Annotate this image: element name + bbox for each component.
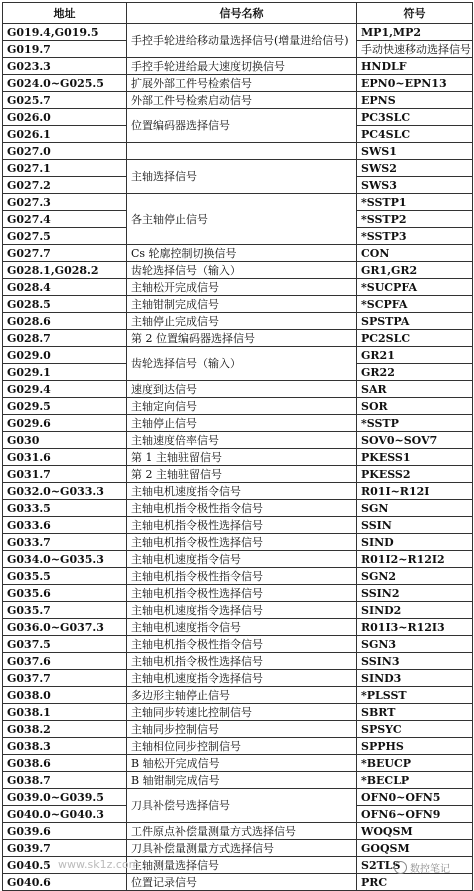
table-row — [3, 109, 473, 126]
symbol-cell: *PLSST — [357, 687, 473, 704]
table-row — [3, 772, 473, 789]
address-cell: G039.0~G039.5 — [3, 789, 127, 806]
symbol-cell: EPNS — [357, 92, 473, 109]
table-row — [3, 517, 473, 534]
symbol-cell: *SSTP — [357, 415, 473, 432]
signal-name-cell: 刀具补偿号选择信号 — [127, 789, 357, 823]
table-row — [3, 840, 473, 857]
symbol-cell: SIND2 — [357, 602, 473, 619]
signal-name-cell: 第 2 主轴驻留信号 — [127, 466, 357, 483]
table-row — [3, 636, 473, 653]
symbol-cell: SSIN2 — [357, 585, 473, 602]
table-row — [3, 704, 473, 721]
signal-table — [2, 2, 473, 891]
symbol-cell: SSIN3 — [357, 653, 473, 670]
symbol-cell: SBRT — [357, 704, 473, 721]
symbol-cell: SWS2 — [357, 160, 473, 177]
table-row — [3, 789, 473, 806]
address-cell: G037.7 — [3, 670, 127, 687]
signal-name-cell: 位置编码器选择信号 — [127, 109, 357, 143]
signal-name-cell: 主轴电机指令极性选择信号 — [127, 517, 357, 534]
table-row — [3, 670, 473, 687]
address-cell: G031.6 — [3, 449, 127, 466]
address-cell: G031.7 — [3, 466, 127, 483]
table-row — [3, 721, 473, 738]
signal-name-cell: 主轴电机指令极性选择信号 — [127, 534, 357, 551]
signal-name-cell: 位置记录信号 — [127, 874, 357, 891]
table-row — [3, 738, 473, 755]
address-cell: G028.5 — [3, 296, 127, 313]
address-cell: G028.6 — [3, 313, 127, 330]
symbol-cell: R01I3~R12I3 — [357, 619, 473, 636]
symbol-cell: SPPHS — [357, 738, 473, 755]
symbol-cell: SPSTPA — [357, 313, 473, 330]
signal-name-cell: 主轴测量选择信号 — [127, 857, 357, 874]
symbol-cell: GR22 — [357, 364, 473, 381]
signal-name-cell: B 轴钳制完成信号 — [127, 772, 357, 789]
header-address: 地址 — [3, 3, 127, 24]
address-cell: G040.0~G040.3 — [3, 806, 127, 823]
table-row — [3, 449, 473, 466]
address-cell: G026.0 — [3, 109, 127, 126]
table-body — [3, 24, 473, 891]
address-cell: G030 — [3, 432, 127, 449]
signal-name-cell: 主轴电机速度指令选择信号 — [127, 602, 357, 619]
symbol-cell: SAR — [357, 381, 473, 398]
table-row — [3, 75, 473, 92]
header-symbol: 符号 — [357, 3, 473, 24]
symbol-cell: SGN — [357, 500, 473, 517]
symbol-cell: CON — [357, 245, 473, 262]
signal-name-cell: 多边形主轴停止信号 — [127, 687, 357, 704]
signal-name-cell: 外部工件号检索启动信号 — [127, 92, 357, 109]
symbol-cell: SIND3 — [357, 670, 473, 687]
symbol-cell: *BEUCP — [357, 755, 473, 772]
address-cell: G029.6 — [3, 415, 127, 432]
address-cell: G038.1 — [3, 704, 127, 721]
symbol-cell: SPSYC — [357, 721, 473, 738]
signal-name-cell: 主轴钳制完成信号 — [127, 296, 357, 313]
table-row — [3, 483, 473, 500]
address-cell: G032.0~G033.3 — [3, 483, 127, 500]
table-row — [3, 143, 473, 160]
address-cell: G038.0 — [3, 687, 127, 704]
signal-name-cell: 主轴松开完成信号 — [127, 279, 357, 296]
symbol-cell: OFN0~OFN5 — [357, 789, 473, 806]
signal-name-cell: 主轴速度倍率信号 — [127, 432, 357, 449]
table-row — [3, 194, 473, 211]
address-cell: G029.5 — [3, 398, 127, 415]
address-cell: G038.7 — [3, 772, 127, 789]
symbol-cell: PRC — [357, 874, 473, 891]
symbol-cell: GR21 — [357, 347, 473, 364]
signal-name-cell: 主轴电机速度指令选择信号 — [127, 670, 357, 687]
symbol-cell: *SSTP2 — [357, 211, 473, 228]
table-row — [3, 296, 473, 313]
table-row — [3, 160, 473, 177]
address-cell: G027.1 — [3, 160, 127, 177]
address-cell: G035.7 — [3, 602, 127, 619]
signal-name-cell: 扩展外部工件号检索信号 — [127, 75, 357, 92]
table-row — [3, 347, 473, 364]
symbol-cell: SSIN — [357, 517, 473, 534]
signal-name-cell: 主轴同步控制信号 — [127, 721, 357, 738]
address-cell: G038.3 — [3, 738, 127, 755]
symbol-cell: SOV0~SOV7 — [357, 432, 473, 449]
symbol-cell: SWS1 — [357, 143, 473, 160]
table-row — [3, 398, 473, 415]
address-cell: G036.0~G037.3 — [3, 619, 127, 636]
address-cell: G024.0~G025.5 — [3, 75, 127, 92]
signal-name-cell: 主轴电机指令极性指令信号 — [127, 568, 357, 585]
address-cell: G035.5 — [3, 568, 127, 585]
symbol-cell: HNDLF — [357, 58, 473, 75]
table-row — [3, 755, 473, 772]
address-cell: G019.7 — [3, 41, 127, 58]
address-cell: G028.4 — [3, 279, 127, 296]
signal-name-cell: 主轴电机指令极性指令信号 — [127, 636, 357, 653]
symbol-cell: GR1,GR2 — [357, 262, 473, 279]
table-header-row — [3, 3, 473, 24]
symbol-cell: *SSTP3 — [357, 228, 473, 245]
symbol-cell: SIND — [357, 534, 473, 551]
signal-name-cell: 主轴电机速度指令信号 — [127, 619, 357, 636]
table-row — [3, 58, 473, 75]
table-row — [3, 568, 473, 585]
address-cell: G040.5 — [3, 857, 127, 874]
signal-name-cell: 主轴定向信号 — [127, 398, 357, 415]
symbol-cell: PKESS1 — [357, 449, 473, 466]
symbol-cell: PC3SLC — [357, 109, 473, 126]
signal-name-cell: 刀具补偿量测量方式选择信号 — [127, 840, 357, 857]
signal-name-cell: 主轴选择信号 — [127, 160, 357, 194]
signal-name-cell: Cs 轮廓控制切换信号 — [127, 245, 357, 262]
address-cell: G028.1,G028.2 — [3, 262, 127, 279]
symbol-cell: MP1,MP2 — [357, 24, 473, 41]
table-row — [3, 330, 473, 347]
signal-name-cell: 主轴电机指令极性指令信号 — [127, 500, 357, 517]
symbol-cell: *SUCPFA — [357, 279, 473, 296]
symbol-cell: *SCPFA — [357, 296, 473, 313]
symbol-cell: S2TLS — [357, 857, 473, 874]
signal-name-cell: 主轴同步转速比控制信号 — [127, 704, 357, 721]
signal-name-cell: 主轴相位同步控制信号 — [127, 738, 357, 755]
symbol-cell: R01I2~R12I2 — [357, 551, 473, 568]
table-row — [3, 823, 473, 840]
table-row — [3, 687, 473, 704]
address-cell: G033.6 — [3, 517, 127, 534]
signal-name-cell: 主轴停止完成信号 — [127, 313, 357, 330]
address-cell: G027.5 — [3, 228, 127, 245]
signal-name-cell: 工件原点补偿量测量方式选择信号 — [127, 823, 357, 840]
table-row — [3, 92, 473, 109]
symbol-cell: SWS3 — [357, 177, 473, 194]
watermark-text: www.sk1z.com — [58, 858, 140, 871]
address-cell: G037.6 — [3, 653, 127, 670]
address-cell: G029.0 — [3, 347, 127, 364]
signal-name-cell: 主轴电机速度指令信号 — [127, 551, 357, 568]
address-cell: G023.3 — [3, 58, 127, 75]
address-cell: G039.7 — [3, 840, 127, 857]
symbol-cell: SGN3 — [357, 636, 473, 653]
address-cell: G033.5 — [3, 500, 127, 517]
address-cell: G035.6 — [3, 585, 127, 602]
table-row — [3, 245, 473, 262]
signal-name-cell: 主轴停止信号 — [127, 415, 357, 432]
table-row — [3, 653, 473, 670]
address-cell: G029.4 — [3, 381, 127, 398]
signal-name-cell: 第 1 主轴驻留信号 — [127, 449, 357, 466]
address-cell: G028.7 — [3, 330, 127, 347]
table-row — [3, 874, 473, 891]
table-row — [3, 500, 473, 517]
table-row — [3, 279, 473, 296]
table-row — [3, 619, 473, 636]
address-cell: G027.2 — [3, 177, 127, 194]
address-cell: G026.1 — [3, 126, 127, 143]
symbol-cell: SGN2 — [357, 568, 473, 585]
address-cell: G038.2 — [3, 721, 127, 738]
signal-name-cell: 齿轮选择信号（输入） — [127, 347, 357, 381]
signal-name-cell: 速度到达信号 — [127, 381, 357, 398]
signal-name-cell: 齿轮选择信号（输入） — [127, 262, 357, 279]
symbol-cell: EPN0~EPN13 — [357, 75, 473, 92]
address-cell: G027.3 — [3, 194, 127, 211]
address-cell: G027.7 — [3, 245, 127, 262]
signal-name-cell: 主轴电机速度指令信号 — [127, 483, 357, 500]
signal-name-cell — [127, 143, 357, 160]
address-cell: G038.6 — [3, 755, 127, 772]
symbol-cell: *BECLP — [357, 772, 473, 789]
table-row — [3, 534, 473, 551]
symbol-cell: SOR — [357, 398, 473, 415]
symbol-cell: R01I~R12I — [357, 483, 473, 500]
symbol-cell: PKESS2 — [357, 466, 473, 483]
table-row — [3, 585, 473, 602]
signal-name-cell: 主轴电机指令极性选择信号 — [127, 653, 357, 670]
table-row — [3, 466, 473, 483]
address-cell: G027.0 — [3, 143, 127, 160]
address-cell: G037.5 — [3, 636, 127, 653]
address-cell: G025.7 — [3, 92, 127, 109]
signal-name-cell: 手控手轮进给移动量选择信号(增量进给信号) — [127, 24, 357, 58]
signal-name-cell: 手动快速移动选择信号 — [357, 41, 473, 58]
symbol-cell: *SSTP1 — [357, 194, 473, 211]
table-row — [3, 24, 473, 41]
table-row — [3, 602, 473, 619]
table-row — [3, 313, 473, 330]
address-cell: G019.4,G019.5 — [3, 24, 127, 41]
symbol-cell: PC4SLC — [357, 126, 473, 143]
symbol-cell: PC2SLC — [357, 330, 473, 347]
signal-name-cell: 各主轴停止信号 — [127, 194, 357, 245]
signal-name-cell: 第 2 位置编码器选择信号 — [127, 330, 357, 347]
table-row — [3, 551, 473, 568]
address-cell: G029.1 — [3, 364, 127, 381]
table-row — [3, 262, 473, 279]
wechat-icon — [394, 861, 407, 874]
address-cell: G027.4 — [3, 211, 127, 228]
table-row — [3, 432, 473, 449]
address-cell: G034.0~G035.3 — [3, 551, 127, 568]
symbol-cell: GOQSM — [357, 840, 473, 857]
address-cell: G040.6 — [3, 874, 127, 891]
symbol-cell: OFN6~OFN9 — [357, 806, 473, 823]
signal-name-cell: 主轴电机指令极性选择信号 — [127, 585, 357, 602]
address-cell: G039.6 — [3, 823, 127, 840]
brand-label: 数控笔记 — [410, 864, 450, 875]
signal-name-cell: 手控手轮进给最大速度切换信号 — [127, 58, 357, 75]
brand-badge — [394, 860, 450, 875]
table-row — [3, 415, 473, 432]
signal-name-cell: B 轴松开完成信号 — [127, 755, 357, 772]
symbol-cell: WOQSM — [357, 823, 473, 840]
address-cell: G033.7 — [3, 534, 127, 551]
table-row — [3, 381, 473, 398]
header-signal-name: 信号名称 — [127, 3, 357, 24]
